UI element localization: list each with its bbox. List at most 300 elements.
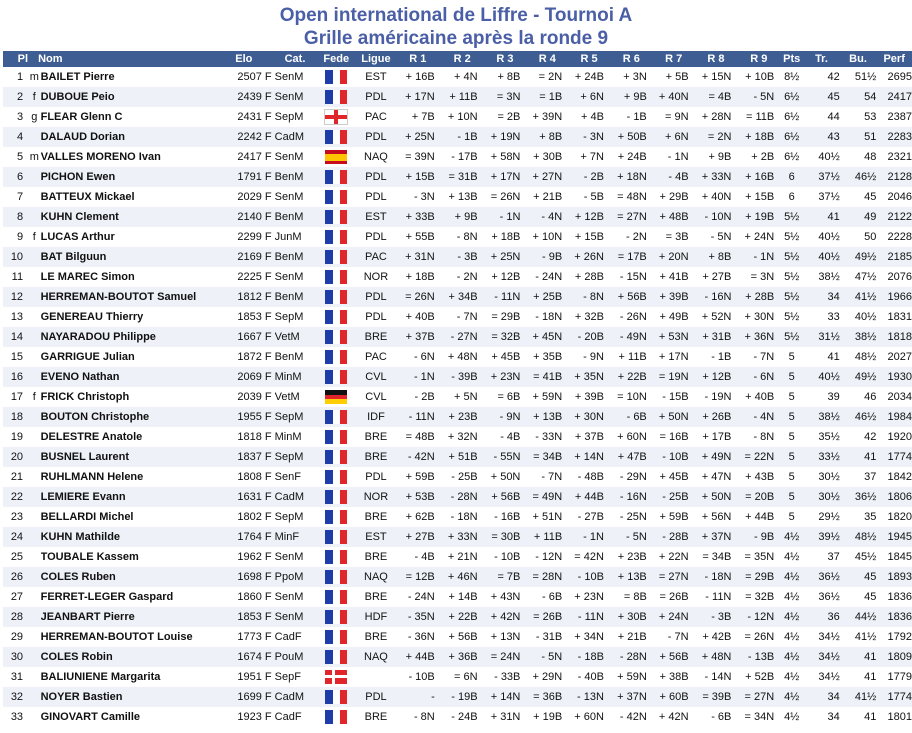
cell-place: 13	[3, 307, 28, 327]
cell-round-2: - 28N	[441, 487, 484, 507]
table-row	[3, 247, 912, 267]
cell-round-1: - 1N	[395, 367, 441, 387]
flag-icon-fra	[325, 410, 347, 424]
cell-tiebreak-bu: 38½	[840, 327, 877, 347]
cell-points: 4½	[780, 667, 803, 687]
cell-points: 5½	[780, 327, 803, 347]
cell-league: PDL	[357, 127, 395, 147]
table-row	[3, 307, 912, 327]
cell-round-3: - 10B	[484, 547, 527, 567]
cell-round-2: - 27N	[441, 327, 484, 347]
cell-name: FLEAR Glenn C	[41, 107, 213, 127]
cell-name: GINOVART Camille	[41, 707, 213, 727]
column-header-pts: Pts	[780, 51, 803, 67]
cell-title	[28, 707, 41, 727]
flag-icon-fra	[325, 70, 347, 84]
cell-round-8: - 18N	[695, 567, 738, 587]
cell-category: CadF	[275, 707, 316, 727]
cell-round-2: + 36B	[441, 647, 484, 667]
cell-place: 32	[3, 687, 28, 707]
cell-round-2: + 33N	[441, 527, 484, 547]
cell-category: PpoM	[275, 567, 316, 587]
cell-round-4: + 8B	[526, 127, 568, 147]
cell-round-4: = 41B	[526, 367, 568, 387]
cell-points: 5½	[780, 207, 803, 227]
cell-round-7: + 56B	[653, 647, 695, 667]
cell-points: 5	[780, 507, 803, 527]
cell-round-6: + 9B	[610, 87, 653, 107]
cell-round-1: - 35N	[395, 607, 441, 627]
cell-category: VetM	[275, 387, 316, 407]
cell-points: 4½	[780, 647, 803, 667]
cell-name: BAT Bilguun	[41, 247, 213, 267]
cell-category: SenM	[275, 87, 316, 107]
cell-title: f	[28, 87, 41, 107]
cell-round-1: + 31N	[395, 247, 441, 267]
cell-tiebreak-bu: 45½	[840, 547, 877, 567]
cell-points: 5	[780, 407, 803, 427]
cell-tiebreak-tr: 31½	[803, 327, 840, 347]
cell-round-3: - 9N	[484, 407, 527, 427]
cell-round-7: = 27N	[653, 567, 695, 587]
table-row	[3, 667, 912, 687]
cell-round-3: - 16B	[484, 507, 527, 527]
cell-federation	[315, 527, 357, 547]
cell-points: 4½	[780, 547, 803, 567]
cell-round-7: + 17N	[653, 347, 695, 367]
cell-title	[28, 427, 41, 447]
cell-league: PDL	[357, 167, 395, 187]
cell-round-1: - 36N	[395, 627, 441, 647]
cell-performance: 1774	[876, 447, 912, 467]
cell-round-3: = 29B	[484, 307, 527, 327]
cell-place: 23	[3, 507, 28, 527]
cell-name: DELESTRE Anatole	[41, 427, 213, 447]
cell-round-1: + 25N	[395, 127, 441, 147]
cell-tiebreak-bu: 46½	[840, 167, 877, 187]
flag-icon-fra	[325, 470, 347, 484]
cell-round-2: = 31B	[441, 167, 484, 187]
cell-round-4: - 18N	[526, 307, 568, 327]
cell-round-7: + 48B	[653, 207, 695, 227]
cell-round-6: - 6B	[610, 407, 653, 427]
cell-performance: 1801	[876, 707, 912, 727]
cell-name: TOUBALE Kassem	[41, 547, 213, 567]
cell-round-7: - 28B	[653, 527, 695, 547]
column-header-pl: Pl	[3, 51, 28, 67]
cell-federation	[315, 267, 357, 287]
cell-round-1: + 53B	[395, 487, 441, 507]
table-row	[3, 67, 912, 87]
cell-round-3: = 7B	[484, 567, 527, 587]
cell-round-2: + 22B	[441, 607, 484, 627]
cell-name: LE MAREC Simon	[41, 267, 213, 287]
cell-place: 29	[3, 627, 28, 647]
cell-name: KUHN Mathilde	[41, 527, 213, 547]
cell-tiebreak-bu: 46½	[840, 407, 877, 427]
cell-tiebreak-bu: 36½	[840, 487, 877, 507]
cell-elo: 2417 F	[213, 147, 275, 167]
cell-title	[28, 467, 41, 487]
table-row	[3, 227, 912, 247]
cell-federation	[315, 127, 357, 147]
cell-points: 5	[780, 387, 803, 407]
cell-name: LEMIERE Evann	[41, 487, 213, 507]
cell-round-7: + 41B	[653, 267, 695, 287]
flag-icon-fra	[325, 450, 347, 464]
cell-round-5: - 8N	[568, 287, 610, 307]
cell-elo: 2039 F	[213, 387, 275, 407]
cell-league: NOR	[357, 267, 395, 287]
cell-place: 9	[3, 227, 28, 247]
page-subtitle: Grille américaine après la ronde 9	[303, 28, 609, 49]
flag-icon-esp	[325, 150, 347, 164]
table-row	[3, 687, 912, 707]
flag-icon-fra	[325, 590, 347, 604]
cell-elo: 1923 F	[213, 707, 275, 727]
cell-points: 5	[780, 467, 803, 487]
flag-icon-fra	[325, 650, 347, 664]
cell-tiebreak-bu: 41½	[840, 287, 877, 307]
cell-league: NAQ	[357, 647, 395, 667]
cell-round-6: - 28N	[610, 647, 653, 667]
column-header-r-9: R 9	[737, 51, 780, 67]
cell-round-7: + 53N	[653, 327, 695, 347]
cell-round-7: + 40N	[653, 87, 695, 107]
table-row	[3, 387, 912, 407]
cell-federation	[315, 427, 357, 447]
cell-round-2: - 3B	[441, 247, 484, 267]
cell-elo: 1837 F	[213, 447, 275, 467]
cell-round-6: - 26N	[610, 307, 653, 327]
cell-points: 6½	[780, 127, 803, 147]
cell-federation	[315, 587, 357, 607]
cell-tiebreak-bu: 41½	[840, 627, 877, 647]
cell-round-5: + 60N	[568, 707, 610, 727]
cell-round-2: + 56B	[441, 627, 484, 647]
cell-federation	[315, 147, 357, 167]
cell-tiebreak-tr: 29½	[803, 507, 840, 527]
column-header-bu: Bu.	[840, 51, 877, 67]
cell-federation	[315, 67, 357, 87]
cell-elo: 1698 F	[213, 567, 275, 587]
cell-federation	[315, 187, 357, 207]
flag-icon-fra	[325, 90, 347, 104]
cell-points: 4½	[780, 687, 803, 707]
table-row	[3, 607, 912, 627]
cell-round-5: + 44B	[568, 487, 610, 507]
cell-round-5: - 27B	[568, 507, 610, 527]
cell-place: 22	[3, 487, 28, 507]
cell-tiebreak-tr: 34½	[803, 627, 840, 647]
cell-round-5: + 14N	[568, 447, 610, 467]
cell-round-2: + 5N	[441, 387, 484, 407]
cell-federation	[315, 227, 357, 247]
cell-round-1: -	[395, 687, 441, 707]
cell-round-9: = 34N	[737, 707, 780, 727]
cell-federation	[315, 307, 357, 327]
cell-tiebreak-bu: 44½	[840, 607, 877, 627]
cell-federation	[315, 607, 357, 627]
cell-elo: 1808 F	[213, 467, 275, 487]
cell-round-8: - 3B	[695, 607, 738, 627]
cell-tiebreak-bu: 49½	[840, 247, 877, 267]
cell-league: PAC	[357, 107, 395, 127]
cell-round-3: + 13N	[484, 627, 527, 647]
cell-round-7: + 22N	[653, 547, 695, 567]
cell-points: 4½	[780, 587, 803, 607]
cell-league: NAQ	[357, 567, 395, 587]
cell-federation	[315, 687, 357, 707]
cell-performance: 2283	[876, 127, 912, 147]
cell-round-8: = 4B	[695, 87, 738, 107]
cell-points: 5	[780, 427, 803, 447]
cell-tiebreak-tr: 37½	[803, 167, 840, 187]
cell-round-9: + 15B	[737, 187, 780, 207]
cell-round-8: + 50N	[695, 487, 738, 507]
cell-name: FRICK Christoph	[41, 387, 213, 407]
cell-place: 27	[3, 587, 28, 607]
cell-performance: 2128	[876, 167, 912, 187]
cell-round-1: + 55B	[395, 227, 441, 247]
cell-round-8: + 12B	[695, 367, 738, 387]
cell-round-9: = 29B	[737, 567, 780, 587]
cell-league: PDL	[357, 87, 395, 107]
cell-round-4: = 28N	[526, 567, 568, 587]
cell-round-3: = 26N	[484, 187, 527, 207]
cell-round-6: - 1B	[610, 107, 653, 127]
flag-icon-ger	[325, 390, 347, 404]
cell-round-1: - 8N	[395, 707, 441, 727]
cell-name: DALAUD Dorian	[41, 127, 213, 147]
cell-league: BRE	[357, 707, 395, 727]
cell-round-5: - 1N	[568, 527, 610, 547]
cell-league	[357, 667, 395, 687]
cell-round-7: - 1N	[653, 147, 695, 167]
cell-round-6: - 5N	[610, 527, 653, 547]
cell-performance: 2034	[876, 387, 912, 407]
cell-elo: 1962 F	[213, 547, 275, 567]
cell-performance: 1930	[876, 367, 912, 387]
cell-elo: 2169 F	[213, 247, 275, 267]
flag-icon-fra	[325, 690, 347, 704]
cell-tiebreak-tr: 36	[803, 607, 840, 627]
cell-federation	[315, 547, 357, 567]
cell-elo: 1773 F	[213, 627, 275, 647]
cell-place: 25	[3, 547, 28, 567]
cell-round-3: + 43N	[484, 587, 527, 607]
cell-round-5: + 15B	[568, 227, 610, 247]
cell-points: 5	[780, 487, 803, 507]
cell-round-7: - 10B	[653, 447, 695, 467]
standings-table	[3, 51, 912, 727]
cell-category: BenM	[275, 247, 316, 267]
cell-category: SepM	[275, 107, 316, 127]
cell-tiebreak-tr: 34	[803, 707, 840, 727]
cell-round-4: - 6B	[526, 587, 568, 607]
cell-league: BRE	[357, 427, 395, 447]
cell-performance: 1920	[876, 427, 912, 447]
table-row	[3, 427, 912, 447]
flag-icon-den	[325, 670, 347, 684]
flag-icon-fra	[325, 370, 347, 384]
cell-round-7: + 42N	[653, 707, 695, 727]
cell-round-4: - 9B	[526, 247, 568, 267]
cell-tiebreak-tr: 33	[803, 307, 840, 327]
cell-title	[28, 167, 41, 187]
cell-category: SenM	[275, 187, 316, 207]
cell-round-8: + 27B	[695, 267, 738, 287]
cell-round-9: + 43B	[737, 467, 780, 487]
cell-elo: 2507 F	[213, 67, 275, 87]
cell-tiebreak-bu: 41½	[840, 687, 877, 707]
cell-points: 5½	[780, 247, 803, 267]
cell-round-2: + 4N	[441, 67, 484, 87]
cell-league: BRE	[357, 547, 395, 567]
cell-round-8: + 40N	[695, 187, 738, 207]
flag-icon-fra	[325, 310, 347, 324]
cell-round-1: + 33B	[395, 207, 441, 227]
cell-place: 33	[3, 707, 28, 727]
table-body	[3, 67, 912, 727]
cell-tiebreak-tr: 42	[803, 67, 840, 87]
cell-round-7: + 39B	[653, 287, 695, 307]
table-row	[3, 187, 912, 207]
cell-tiebreak-tr: 30½	[803, 487, 840, 507]
cell-name: VALLES MORENO Ivan	[41, 147, 213, 167]
cell-round-7: = 19N	[653, 367, 695, 387]
cell-tiebreak-bu: 40½	[840, 307, 877, 327]
cell-tiebreak-tr: 36½	[803, 567, 840, 587]
column-header-r-6: R 6	[610, 51, 653, 67]
cell-round-2: - 8N	[441, 227, 484, 247]
cell-round-3: + 17N	[484, 167, 527, 187]
cell-tiebreak-bu: 41	[840, 647, 877, 667]
cell-round-7: + 5B	[653, 67, 695, 87]
cell-round-9: + 52B	[737, 667, 780, 687]
cell-tiebreak-tr: 44	[803, 107, 840, 127]
cell-performance: 2027	[876, 347, 912, 367]
flag-icon-fra	[325, 530, 347, 544]
cell-round-5: + 34N	[568, 627, 610, 647]
cell-league: BRE	[357, 447, 395, 467]
cell-elo: 2242 F	[213, 127, 275, 147]
cell-title	[28, 367, 41, 387]
cell-points: 5	[780, 347, 803, 367]
cell-round-3: + 25N	[484, 247, 527, 267]
cell-performance: 1836	[876, 607, 912, 627]
cell-tiebreak-tr: 40½	[803, 147, 840, 167]
cell-round-7: = 16B	[653, 427, 695, 447]
cell-round-2: - 25B	[441, 467, 484, 487]
page-title: Open international de Liffre - Tournoi A	[279, 5, 633, 26]
cell-round-9: + 16B	[737, 167, 780, 187]
cell-round-9: - 1N	[737, 247, 780, 267]
cell-round-3: - 33B	[484, 667, 527, 687]
table-row	[3, 147, 912, 167]
cell-elo: 1631 F	[213, 487, 275, 507]
cell-round-4: - 12N	[526, 547, 568, 567]
cell-name: BALIUNIENE Margarita	[41, 667, 213, 687]
cell-tiebreak-bu: 48	[840, 147, 877, 167]
cell-tiebreak-bu: 54	[840, 87, 877, 107]
cell-tiebreak-tr: 37½	[803, 187, 840, 207]
cell-place: 5	[3, 147, 28, 167]
table-row	[3, 467, 912, 487]
cell-category: SepM	[275, 407, 316, 427]
cell-round-9: - 12N	[737, 607, 780, 627]
cell-round-1: + 7B	[395, 107, 441, 127]
cell-round-9: = 20B	[737, 487, 780, 507]
cell-round-8: + 17B	[695, 427, 738, 447]
cell-name: KUHN Clement	[41, 207, 213, 227]
cell-tiebreak-bu: 35	[840, 507, 877, 527]
cell-round-2: + 11B	[441, 87, 484, 107]
cell-round-9: + 19B	[737, 207, 780, 227]
cell-round-2: - 2N	[441, 267, 484, 287]
cell-round-5: + 12B	[568, 207, 610, 227]
cell-tiebreak-bu: 50	[840, 227, 877, 247]
cell-round-9: = 22N	[737, 447, 780, 467]
cell-federation	[315, 327, 357, 347]
cell-round-8: - 14N	[695, 667, 738, 687]
cell-tiebreak-tr: 38½	[803, 407, 840, 427]
cell-round-5: + 35N	[568, 367, 610, 387]
cell-round-4: + 39N	[526, 107, 568, 127]
cell-round-4: + 19B	[526, 707, 568, 727]
cell-name: BOUTON Christophe	[41, 407, 213, 427]
cell-round-5: - 2B	[568, 167, 610, 187]
flag-icon-fra	[325, 490, 347, 504]
cell-round-6: - 42N	[610, 707, 653, 727]
cell-round-1: = 48B	[395, 427, 441, 447]
cell-name: PICHON Ewen	[41, 167, 213, 187]
cell-elo: 1860 F	[213, 587, 275, 607]
cell-title: f	[28, 387, 41, 407]
cell-round-6: + 18N	[610, 167, 653, 187]
cell-tiebreak-bu: 48½	[840, 347, 877, 367]
cell-name: COLES Robin	[41, 647, 213, 667]
cell-federation	[315, 647, 357, 667]
cell-tiebreak-tr: 45	[803, 87, 840, 107]
cell-name: BELLARDI Michel	[41, 507, 213, 527]
cell-round-7: + 50N	[653, 407, 695, 427]
cell-round-7: + 29B	[653, 187, 695, 207]
cell-round-6: = 27N	[610, 207, 653, 227]
cell-league: BRE	[357, 587, 395, 607]
cell-federation	[315, 447, 357, 467]
flag-icon-fra	[325, 210, 347, 224]
cell-name: NAYARADOU Philippe	[41, 327, 213, 347]
cell-tiebreak-bu: 41	[840, 707, 877, 727]
cell-round-5: + 37B	[568, 427, 610, 447]
cell-round-8: + 52N	[695, 307, 738, 327]
table-row	[3, 167, 912, 187]
cell-round-2: + 23B	[441, 407, 484, 427]
cell-round-8: + 33N	[695, 167, 738, 187]
cell-round-8: - 10N	[695, 207, 738, 227]
cell-federation	[315, 107, 357, 127]
cell-performance: 1818	[876, 327, 912, 347]
cell-round-3: + 45B	[484, 347, 527, 367]
cell-title	[28, 507, 41, 527]
table-row	[3, 487, 912, 507]
cell-round-7: + 24N	[653, 607, 695, 627]
cell-points: 4½	[780, 627, 803, 647]
cell-round-9: + 10B	[737, 67, 780, 87]
cell-round-4: = 1B	[526, 87, 568, 107]
cell-round-7: - 7N	[653, 627, 695, 647]
